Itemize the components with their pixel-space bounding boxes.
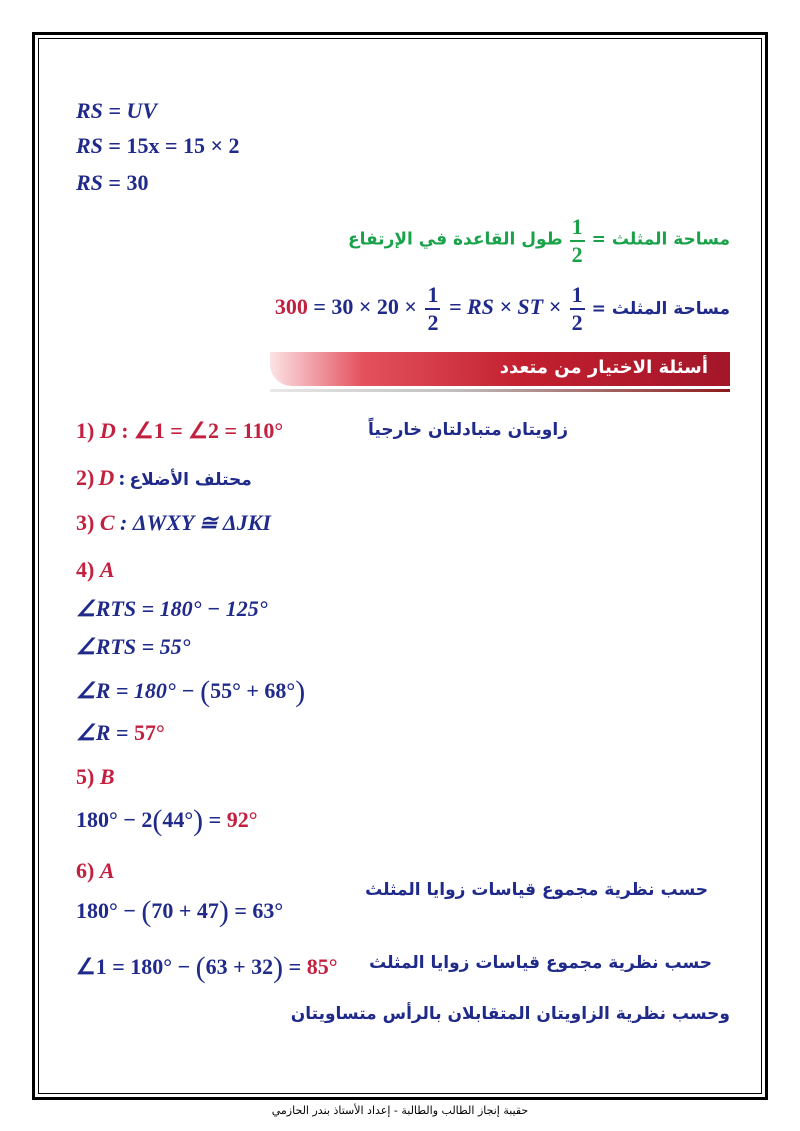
- answer-4-step-4: ∠R = 57°: [76, 720, 165, 745]
- answer-6-line-2: ∠1 = 180° − (63 + 32) = 85°: [76, 951, 338, 984]
- area-formula: مساحة المثلث = $\frac{1}{2}$ طول القاعدة في الإرتفاع: [347, 214, 730, 267]
- answer-4-step-2: ∠RTS = 55°: [76, 634, 191, 659]
- section-banner: [268, 352, 730, 394]
- area-formula-fraction: $\frac{1}{2}$: [571, 214, 583, 267]
- area-calculation: مساحة المثلث = 300 = 30 × 20 × $\frac{1}{2}$ = RS × ST × $\frac{1}{2}$: [274, 282, 730, 335]
- answer-1-note: زاويتان متبادلتان خارجياً: [368, 420, 568, 440]
- page-footer: حقيبة إنجاز الطالب والطالبة - إعداد الأستاذ بندر الحازمي: [271, 1104, 529, 1117]
- answer-5-calc: 180° − 2(44°) = 92°: [76, 804, 258, 837]
- answer-4-step-3: ∠R = 180° − (55° + 68°): [76, 675, 306, 708]
- answer-4: 4) A: [76, 557, 115, 582]
- work-line-2: RS = 15x = 15 × 2: [76, 133, 240, 158]
- page-border-inner: [38, 38, 762, 1094]
- answer-2: 2) D : محتلف الأضلاع: [76, 465, 252, 490]
- answer-1: 1) D : ∠1 = ∠2 = 110°: [76, 418, 284, 443]
- answer-6: 6) A: [76, 858, 115, 883]
- answer-6-line-1: 180° − (70 + 47) = 63°: [76, 895, 284, 928]
- answer-6-note-2: حسب نظرية مجموع قياسات زوايا المثلث: [369, 953, 712, 973]
- answer-4-step-1: ∠RTS = 180° − 125°: [76, 596, 268, 621]
- answer-5: 5) B: [76, 764, 115, 789]
- work-line-1: RS = UV: [76, 98, 158, 123]
- work-line-3: RS = 30: [76, 170, 149, 195]
- answer-6-note-1: حسب نظرية مجموع قياسات زوايا المثلث: [365, 880, 708, 900]
- answer-3: 3) C : ΔWXY ≅ ΔJKI: [76, 510, 271, 535]
- section-title: أسئلة الاختيار من متعدد: [499, 357, 708, 378]
- answer-6-note-3: وحسب نظرية الزاويتان المتقابلان بالرأس متساويتان: [290, 1004, 730, 1024]
